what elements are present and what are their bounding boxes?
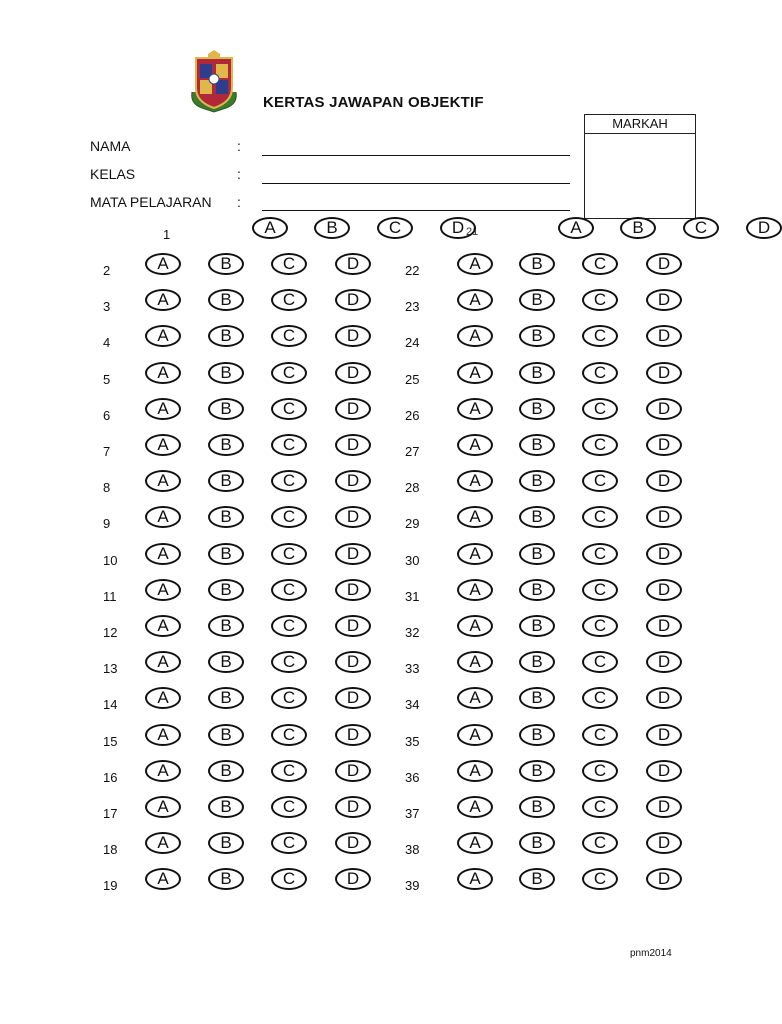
answer-bubble-a[interactable]: A — [145, 362, 181, 384]
answer-bubble-b[interactable]: B — [519, 434, 555, 456]
answer-bubble-b[interactable]: B — [208, 796, 244, 818]
answer-bubble-b[interactable]: B — [620, 217, 656, 239]
answer-bubble-a[interactable]: A — [145, 868, 181, 890]
answer-bubble-c[interactable]: C — [271, 253, 307, 275]
answer-bubble-a[interactable]: A — [457, 325, 493, 347]
answer-bubble-a[interactable]: A — [457, 543, 493, 565]
answer-bubble-d[interactable]: D — [646, 470, 682, 492]
answer-bubble-d[interactable]: D — [646, 398, 682, 420]
answer-bubble-d[interactable]: D — [335, 868, 371, 890]
answer-bubble-d[interactable]: D — [646, 325, 682, 347]
answer-bubble-b[interactable]: B — [208, 543, 244, 565]
answer-bubble-a[interactable]: A — [145, 796, 181, 818]
answer-bubble-c[interactable]: C — [271, 687, 307, 709]
answer-bubble-a[interactable]: A — [558, 217, 594, 239]
answer-bubble-a[interactable]: A — [145, 325, 181, 347]
page-title: KERTAS JAWAPAN OBJEKTIF — [263, 94, 484, 111]
answer-bubble-c[interactable]: C — [582, 796, 618, 818]
answer-bubble-a[interactable]: A — [145, 832, 181, 854]
question-number: 3 — [103, 299, 111, 315]
answer-bubble-d[interactable]: D — [335, 579, 371, 601]
answer-bubble-c[interactable]: C — [582, 289, 618, 311]
answer-bubble-c[interactable]: C — [582, 687, 618, 709]
answer-bubble-a[interactable]: A — [145, 760, 181, 782]
answer-bubble-d[interactable]: D — [646, 687, 682, 709]
answer-bubble-a[interactable]: A — [145, 506, 181, 528]
answer-bubble-a[interactable]: A — [457, 724, 493, 746]
kelas-input-line[interactable] — [262, 183, 570, 184]
answer-bubble-d[interactable]: D — [335, 362, 371, 384]
answer-bubble-c[interactable]: C — [271, 579, 307, 601]
answer-bubble-a[interactable]: A — [457, 470, 493, 492]
question-number: 37 — [405, 806, 420, 821]
answer-bubble-d[interactable]: D — [646, 724, 682, 746]
question-number: 36 — [405, 769, 420, 785]
answer-bubble-d[interactable]: D — [646, 651, 682, 673]
answer-bubble-d[interactable]: D — [646, 868, 682, 890]
mata-pelajaran-input-line[interactable] — [262, 210, 570, 211]
answer-bubble-c[interactable]: C — [582, 724, 618, 746]
question-number: 14 — [103, 697, 118, 713]
question-number: 27 — [405, 444, 420, 459]
answer-bubble-b[interactable]: B — [519, 398, 555, 420]
answer-bubble-c[interactable]: C — [271, 470, 307, 492]
question-number: 15 — [103, 733, 118, 749]
question-number: 10 — [103, 552, 118, 568]
question-number: 7 — [103, 444, 111, 459]
answer-bubble-b[interactable]: B — [519, 579, 555, 601]
answer-bubble-a[interactable]: A — [145, 398, 181, 420]
answer-bubble-b[interactable]: B — [519, 796, 555, 818]
question-number: 31 — [405, 588, 420, 604]
answer-bubble-d[interactable]: D — [335, 398, 371, 420]
field-colon: : — [237, 138, 241, 154]
answer-bubble-c[interactable]: C — [271, 760, 307, 782]
answer-bubble-b[interactable]: B — [519, 543, 555, 565]
answer-bubble-c[interactable]: C — [271, 832, 307, 854]
answer-bubble-a[interactable]: A — [457, 687, 493, 709]
answer-bubble-a[interactable]: A — [145, 687, 181, 709]
answer-bubble-a[interactable]: A — [457, 832, 493, 854]
answer-bubble-c[interactable]: C — [377, 217, 413, 239]
answer-bubble-c[interactable]: C — [271, 615, 307, 637]
answer-bubble-a[interactable]: A — [457, 362, 493, 384]
answer-bubble-d[interactable]: D — [335, 289, 371, 311]
answer-bubble-d[interactable]: D — [335, 325, 371, 347]
answer-bubble-c[interactable]: C — [271, 362, 307, 384]
question-number: 18 — [103, 842, 118, 858]
answer-bubble-a[interactable]: A — [145, 543, 181, 565]
answer-bubble-d[interactable]: D — [646, 832, 682, 854]
answer-bubble-c[interactable]: C — [582, 253, 618, 275]
question-number: 9 — [103, 516, 111, 532]
answer-bubble-b[interactable]: B — [208, 579, 244, 601]
answer-bubble-b[interactable]: B — [208, 434, 244, 456]
answer-bubble-d[interactable]: D — [335, 724, 371, 746]
markah-box[interactable] — [584, 114, 696, 219]
answer-bubble-a[interactable]: A — [457, 615, 493, 637]
answer-bubble-d[interactable]: D — [646, 253, 682, 275]
question-number: 25 — [405, 371, 420, 387]
answer-bubble-d[interactable]: D — [646, 434, 682, 456]
answer-bubble-b[interactable]: B — [208, 760, 244, 782]
answer-bubble-c[interactable]: C — [271, 506, 307, 528]
markah-label: MARKAH — [585, 115, 695, 134]
answer-bubble-d[interactable]: D — [335, 651, 371, 673]
question-number: 24 — [405, 335, 420, 351]
answer-bubble-c[interactable]: C — [271, 289, 307, 311]
answer-bubble-c[interactable]: C — [582, 362, 618, 384]
answer-bubble-c[interactable]: C — [271, 543, 307, 565]
answer-bubble-a[interactable]: A — [145, 289, 181, 311]
answer-bubble-b[interactable]: B — [519, 868, 555, 890]
answer-bubble-d[interactable]: D — [646, 615, 682, 637]
answer-bubble-c[interactable]: C — [271, 868, 307, 890]
answer-bubble-c[interactable]: C — [271, 796, 307, 818]
answer-bubble-b[interactable]: B — [519, 615, 555, 637]
answer-bubble-b[interactable]: B — [208, 398, 244, 420]
question-number: 17 — [103, 806, 118, 821]
nama-input-line[interactable] — [262, 155, 570, 156]
school-crest-icon — [186, 50, 242, 114]
answer-bubble-c[interactable]: C — [582, 868, 618, 890]
answer-bubble-c[interactable]: C — [582, 325, 618, 347]
answer-bubble-b[interactable]: B — [519, 362, 555, 384]
answer-bubble-c[interactable]: C — [271, 325, 307, 347]
answer-bubble-c[interactable]: C — [582, 651, 618, 673]
answer-bubble-d[interactable]: D — [646, 362, 682, 384]
question-number: 5 — [103, 371, 111, 387]
answer-bubble-b[interactable]: B — [519, 289, 555, 311]
answer-bubble-d[interactable]: D — [646, 760, 682, 782]
answer-bubble-d[interactable]: D — [335, 760, 371, 782]
answer-bubble-a[interactable]: A — [145, 253, 181, 275]
answer-bubble-b[interactable]: B — [208, 651, 244, 673]
question-number: 39 — [405, 878, 420, 894]
question-number: 38 — [405, 842, 420, 858]
answer-bubble-b[interactable]: B — [519, 651, 555, 673]
answer-bubble-b[interactable]: B — [208, 615, 244, 637]
answer-bubble-c[interactable]: C — [582, 506, 618, 528]
answer-bubble-d[interactable]: D — [335, 615, 371, 637]
answer-bubble-d[interactable]: D — [646, 579, 682, 601]
answer-bubble-b[interactable]: B — [519, 470, 555, 492]
answer-bubble-b[interactable]: B — [208, 253, 244, 275]
answer-bubble-c[interactable]: C — [683, 217, 719, 239]
answer-bubble-c[interactable]: C — [271, 434, 307, 456]
question-number: 13 — [103, 661, 118, 677]
answer-bubble-d[interactable]: D — [335, 253, 371, 275]
answer-bubble-d[interactable]: D — [335, 543, 371, 565]
answer-bubble-b[interactable]: B — [519, 832, 555, 854]
answer-bubble-b[interactable]: B — [208, 289, 244, 311]
answer-bubble-c[interactable]: C — [582, 434, 618, 456]
question-number: 23 — [405, 299, 420, 315]
question-number: 1 — [163, 227, 171, 242]
stray-question-number: 21 — [466, 226, 479, 238]
answer-bubble-d[interactable]: D — [335, 470, 371, 492]
answer-bubble-a[interactable]: A — [457, 796, 493, 818]
answer-bubble-a[interactable]: A — [457, 579, 493, 601]
question-number: 6 — [103, 407, 111, 423]
answer-bubble-a[interactable]: A — [457, 651, 493, 673]
question-number: 34 — [405, 697, 420, 713]
answer-bubble-c[interactable]: C — [582, 615, 618, 637]
answer-bubble-b[interactable]: B — [519, 506, 555, 528]
field-label-kelas: KELAS — [90, 166, 136, 182]
question-number: 11 — [103, 588, 117, 604]
question-number: 8 — [103, 480, 111, 496]
question-number: 33 — [405, 661, 420, 677]
answer-bubble-c[interactable]: C — [582, 543, 618, 565]
answer-bubble-b[interactable]: B — [208, 868, 244, 890]
field-colon: : — [237, 194, 241, 210]
answer-bubble-d[interactable]: D — [646, 506, 682, 528]
field-label-mata-pelajaran: MATA PELAJARAN — [90, 194, 212, 210]
answer-bubble-a[interactable]: A — [145, 651, 181, 673]
answer-bubble-b[interactable]: B — [314, 217, 350, 239]
answer-bubble-d[interactable]: D — [746, 217, 782, 239]
answer-bubble-b[interactable]: B — [519, 253, 555, 275]
answer-bubble-c[interactable]: C — [582, 470, 618, 492]
answer-bubble-a[interactable]: A — [145, 579, 181, 601]
field-colon: : — [237, 166, 241, 182]
answer-bubble-b[interactable]: B — [208, 470, 244, 492]
answer-bubble-a[interactable]: A — [457, 434, 493, 456]
answer-bubble-c[interactable]: C — [271, 651, 307, 673]
answer-bubble-c[interactable]: C — [271, 398, 307, 420]
answer-bubble-a[interactable]: A — [145, 434, 181, 456]
answer-bubble-d[interactable]: D — [335, 434, 371, 456]
question-number: 22 — [405, 263, 420, 278]
question-number: 16 — [103, 769, 118, 785]
question-number: 32 — [405, 625, 420, 640]
answer-bubble-c[interactable]: C — [582, 832, 618, 854]
answer-bubble-a[interactable]: A — [457, 760, 493, 782]
answer-bubble-c[interactable]: C — [271, 724, 307, 746]
answer-bubble-d[interactable]: D — [335, 687, 371, 709]
answer-bubble-b[interactable]: B — [208, 362, 244, 384]
question-number: 26 — [405, 407, 420, 423]
answer-bubble-d[interactable]: D — [646, 289, 682, 311]
answer-bubble-b[interactable]: B — [208, 325, 244, 347]
question-number: 2 — [103, 263, 111, 278]
answer-bubble-b[interactable]: B — [519, 724, 555, 746]
answer-bubble-c[interactable]: C — [582, 398, 618, 420]
answer-bubble-d[interactable]: D — [335, 506, 371, 528]
answer-bubble-c[interactable]: C — [582, 579, 618, 601]
question-number: 28 — [405, 480, 420, 496]
answer-bubble-b[interactable]: B — [208, 506, 244, 528]
answer-bubble-a[interactable]: A — [252, 217, 288, 239]
answer-bubble-b[interactable]: B — [208, 687, 244, 709]
answer-bubble-b[interactable]: B — [519, 325, 555, 347]
question-number: 29 — [405, 516, 420, 532]
answer-bubble-a[interactable]: A — [145, 615, 181, 637]
answer-bubble-b[interactable]: B — [519, 760, 555, 782]
answer-bubble-b[interactable]: B — [519, 687, 555, 709]
answer-bubble-c[interactable]: C — [582, 760, 618, 782]
question-number: 35 — [405, 733, 420, 749]
answer-bubble-d[interactable]: D — [440, 217, 476, 239]
question-number: 19 — [103, 878, 118, 894]
answer-bubble-d[interactable]: D — [335, 832, 371, 854]
footer-code: pnm2014 — [630, 948, 672, 959]
question-number: 12 — [103, 625, 118, 640]
answer-bubble-d[interactable]: D — [335, 796, 371, 818]
answer-bubble-a[interactable]: A — [457, 253, 493, 275]
question-number: 4 — [103, 335, 111, 351]
answer-bubble-a[interactable]: A — [145, 470, 181, 492]
answer-bubble-d[interactable]: D — [646, 543, 682, 565]
question-number: 30 — [405, 552, 420, 568]
field-label-nama: NAMA — [90, 138, 131, 154]
answer-bubble-d[interactable]: D — [646, 796, 682, 818]
answer-bubble-b[interactable]: B — [208, 724, 244, 746]
answer-bubble-a[interactable]: A — [457, 506, 493, 528]
answer-bubble-a[interactable]: A — [457, 398, 493, 420]
answer-bubble-b[interactable]: B — [208, 832, 244, 854]
answer-bubble-a[interactable]: A — [457, 868, 493, 890]
answer-bubble-a[interactable]: A — [457, 289, 493, 311]
answer-bubble-a[interactable]: A — [145, 724, 181, 746]
